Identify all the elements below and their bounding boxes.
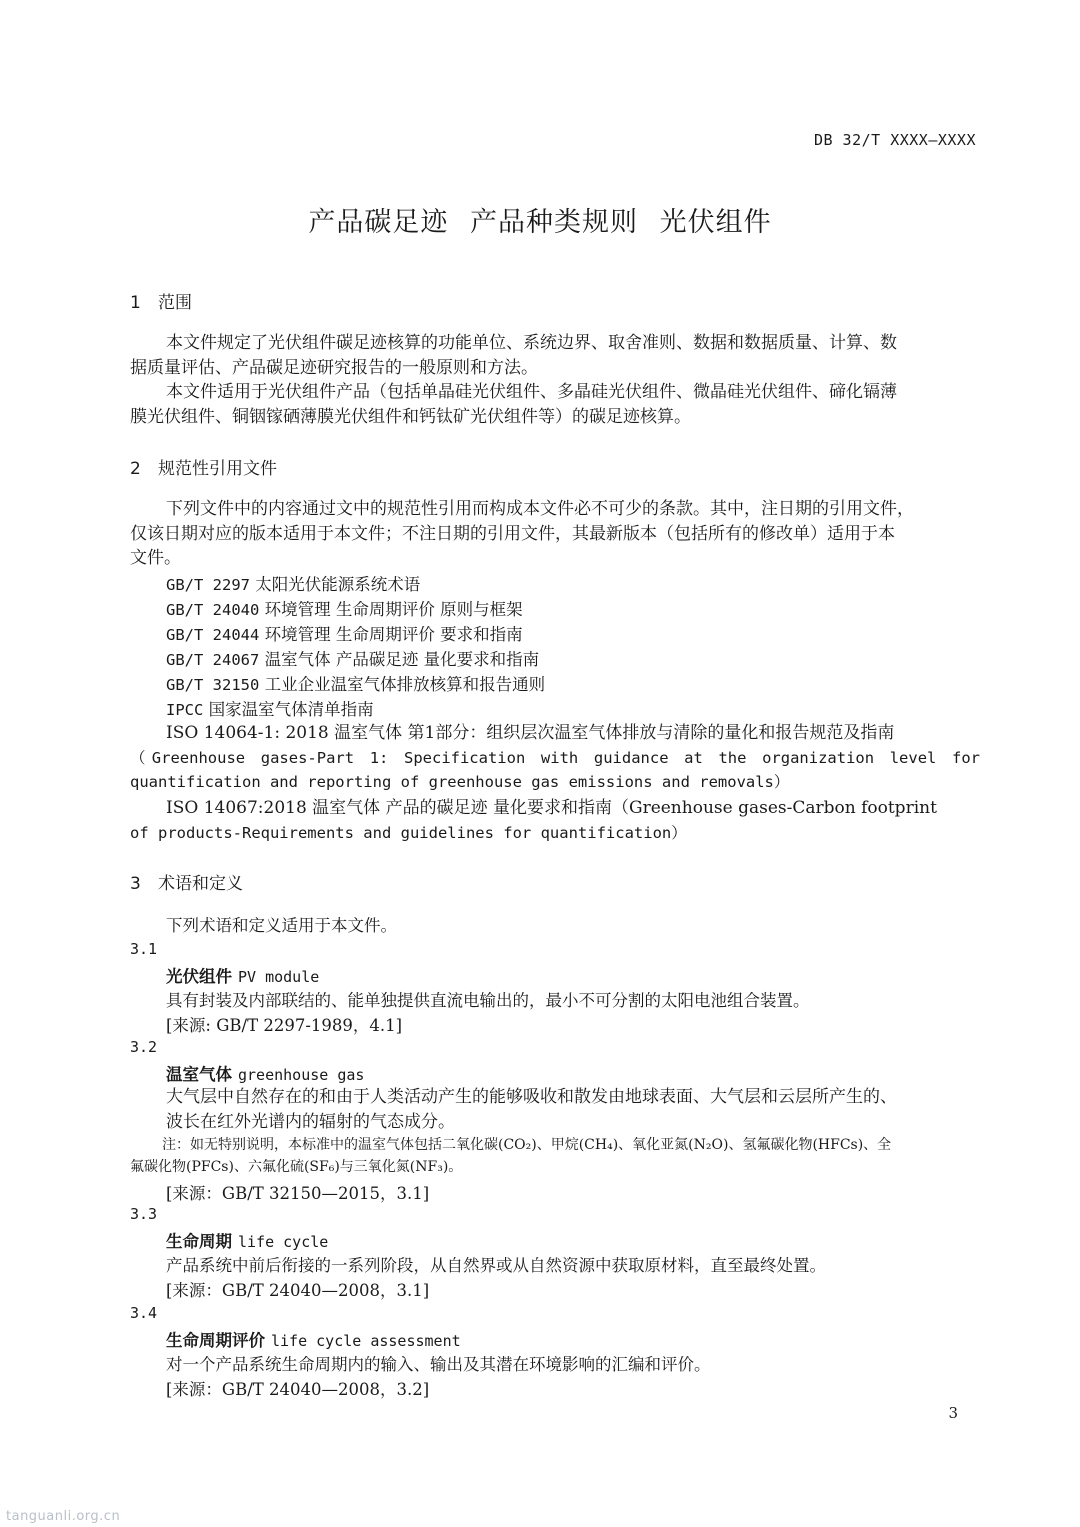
page-number: 3 xyxy=(948,1404,958,1422)
section-title: 规范性引用文件 xyxy=(158,459,277,479)
reference-code: GB/T 24044 xyxy=(166,626,260,644)
term-name-en: life cycle assessment xyxy=(271,1332,461,1350)
term-number: 3.1 xyxy=(130,940,158,958)
iso-14064-reference xyxy=(130,721,980,795)
reference-code: GB/T 32150 xyxy=(166,676,260,694)
normative-intro xyxy=(130,497,980,571)
page-title: 产品碳足迹 产品种类规则 光伏组件 xyxy=(308,207,772,238)
term-definition: 产品系统中前后衔接的一系列阶段，从自然界或从自然资源中获取原材料，直至最终处置。 xyxy=(166,1256,826,1275)
term-name-en: PV module xyxy=(238,968,320,986)
term-definition xyxy=(166,1085,980,1134)
reference-name: 环境管理 生命周期评价 要求和指南 xyxy=(264,625,523,644)
reference-name: 温室气体 产品碳足迹 量化要求和指南 xyxy=(264,650,540,669)
watermark-text: tanguanli.org.cn xyxy=(6,1509,121,1524)
text-line: 注：如无特别说明，本标准中的温室气体包括二氧化碳(CO₂)、甲烷(CH₄)、氧化亚氮(N₂O)、氢氟碳化物(HFCs)、全 xyxy=(162,1137,892,1153)
term-source: [来源：GB/T 24040—2008，3.2] xyxy=(166,1380,430,1399)
reference-item xyxy=(166,596,523,620)
term-source: [来源: GB/T 2297-1989，4.1] xyxy=(166,1016,403,1035)
reference-code: GB/T 24067 xyxy=(166,651,260,669)
text-line: 波长在红外光谱内的辐射的气态成分。 xyxy=(166,1111,455,1132)
text-line: 据质量评估、产品碳足迹研究报告的一般原则和方法。 xyxy=(130,357,538,378)
scope-paragraph-2 xyxy=(130,380,980,429)
term-name xyxy=(166,1061,364,1085)
text-line: of products-Requirements and guidelines for quantification） xyxy=(130,823,687,842)
term-name-zh: 光伏组件 xyxy=(166,967,232,986)
term-name xyxy=(166,1228,328,1252)
text-line: 大气层中自然存在的和由于人类活动产生的能够吸收和散发由地球表面、大气层和云层所产生的、 xyxy=(166,1087,897,1107)
term-number: 3.4 xyxy=(130,1304,158,1322)
section-1-heading xyxy=(130,288,192,313)
scope-paragraph-1 xyxy=(130,331,980,380)
reference-item xyxy=(166,621,523,645)
text-line: 仅该日期对应的版本适用于本文件；不注日期的引用文件，其最新版本（包括所有的修改单）适用于本 xyxy=(130,523,895,544)
term-source: [来源：GB/T 32150—2015，3.1] xyxy=(166,1184,430,1203)
text-line: ISO 14067:2018 温室气体 产品的碳足迹 量化要求和指南（Greenhouse gases-Carbon footprint xyxy=(166,798,937,818)
section-title: 范围 xyxy=(158,293,192,313)
text-line: 下列文件中的内容通过文中的规范性引用而构成本文件必不可少的条款。其中，注日期的引用文件， xyxy=(166,499,914,519)
section-3-heading xyxy=(130,869,243,894)
term-source: [来源：GB/T 24040—2008，3.1] xyxy=(166,1281,430,1300)
reference-name: 工业企业温室气体排放核算和报告通则 xyxy=(264,675,546,694)
section-title: 术语和定义 xyxy=(158,874,243,894)
term-number: 3.3 xyxy=(130,1205,158,1223)
terms-intro: 下列术语和定义适用于本文件。 xyxy=(166,916,397,935)
term-number: 3.2 xyxy=(130,1038,158,1056)
term-note xyxy=(130,1134,980,1178)
term-name-zh: 生命周期评价 xyxy=(166,1331,265,1350)
term-definition: 对一个产品系统生命周期内的输入、输出及其潜在环境影响的汇编和评价。 xyxy=(166,1355,711,1374)
section-number: 3 xyxy=(130,874,141,894)
text-line: 本文件适用于光伏组件产品（包括单晶硅光伏组件、多晶硅光伏组件、微晶硅光伏组件、碲化镉薄 xyxy=(166,382,897,402)
term-name xyxy=(166,963,319,987)
text-line: 氟碳化物(PFCs)、六氟化硫(SF₆)与三氧化氮(NF₃)。 xyxy=(130,1159,463,1175)
term-name-zh: 温室气体 xyxy=(166,1065,232,1084)
term-name xyxy=(166,1327,461,1351)
document-code: DB 32/T XXXX—XXXX xyxy=(813,131,976,149)
section-2-heading xyxy=(130,454,277,479)
reference-item xyxy=(166,696,374,720)
text-line: 膜光伏组件、铜铟镓硒薄膜光伏组件和钙钛矿光伏组件等）的碳足迹核算。 xyxy=(130,406,691,427)
section-number: 1 xyxy=(130,293,141,313)
text-line: 本文件规定了光伏组件碳足迹核算的功能单位、系统边界、取舍准则、数据和数据质量、计算、数 xyxy=(166,333,897,353)
term-definition: 具有封装及内部联结的、能单独提供直流电输出的，最小不可分割的太阳电池组合装置。 xyxy=(166,991,810,1010)
reference-item xyxy=(166,571,420,595)
text-line: quantification and reporting of greenhouse gas emissions and removals） xyxy=(130,773,790,791)
text-line: （Greenhouse gases-Part 1: Specification with guidance at the organization level for xyxy=(130,748,980,767)
text-line: ISO 14064-1: 2018 温室气体 第1部分：组织层次温室气体排放与清除的量化和报告规范及指南 xyxy=(166,723,895,743)
term-name-zh: 生命周期 xyxy=(166,1232,232,1251)
reference-item xyxy=(166,646,539,670)
text-line: 文件。 xyxy=(130,548,181,568)
reference-code: GB/T 24040 xyxy=(166,601,260,619)
reference-name: 太阳光伏能源系统术语 xyxy=(255,575,421,594)
reference-code: IPCC xyxy=(166,701,204,719)
reference-code: GB/T 2297 xyxy=(166,576,250,594)
iso-14067-reference xyxy=(130,796,980,845)
term-name-en: greenhouse gas xyxy=(238,1066,365,1084)
term-name-en: life cycle xyxy=(238,1233,329,1251)
reference-item xyxy=(166,671,545,695)
section-number: 2 xyxy=(130,459,141,479)
reference-name: 环境管理 生命周期评价 原则与框架 xyxy=(264,600,523,619)
reference-name: 国家温室气体清单指南 xyxy=(208,700,374,719)
